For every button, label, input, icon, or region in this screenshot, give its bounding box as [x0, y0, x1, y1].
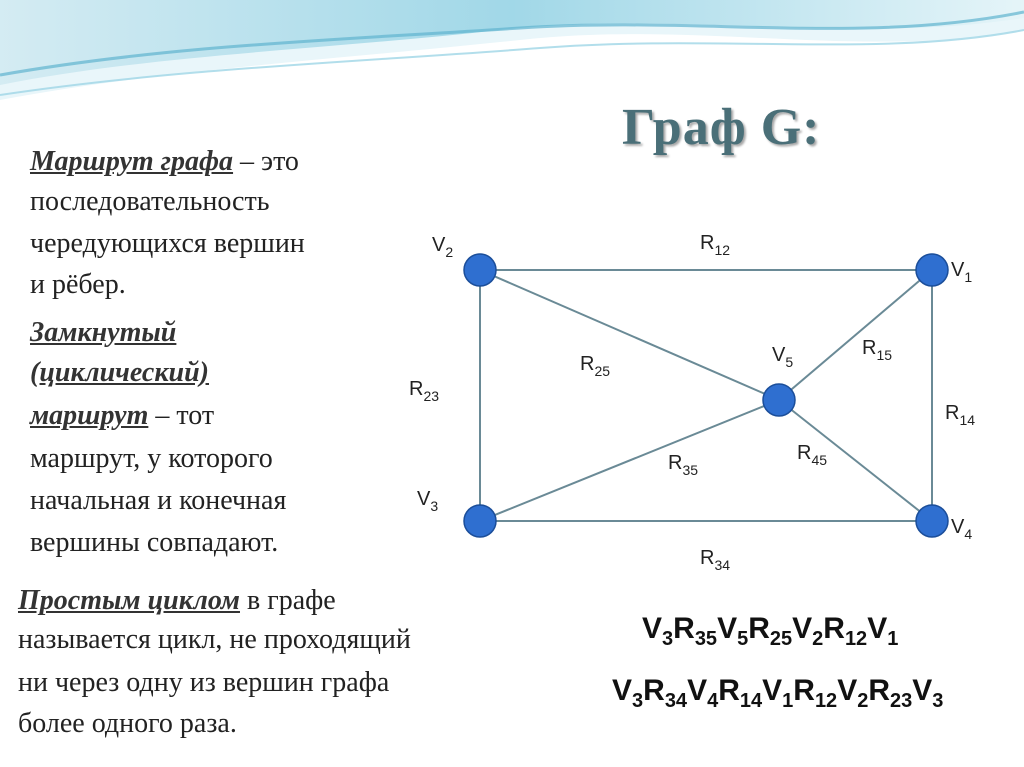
edge-label-r45: $R_{45}$: [797, 442, 828, 468]
route-example-1: [642, 612, 898, 651]
route-token: $R_{35}$: [673, 612, 718, 650]
route-token: $R_{14}$: [718, 674, 763, 712]
closed-route-term-line1: Замкнутый: [30, 317, 177, 348]
closed-route-definition-line3: маршрут – тот: [30, 400, 215, 431]
edge-label-r34: $R_{34}$: [700, 547, 731, 573]
vertex-v5: [763, 384, 795, 416]
vertex-label-v2: $V_2$: [432, 234, 454, 260]
route-definition-line1: Маршрут графа – это: [30, 146, 299, 177]
route-token: $V_3$: [612, 674, 644, 712]
closed-route-term-line2: (циклический): [30, 357, 210, 388]
route-token: $R_{12}$: [793, 674, 838, 712]
route-token: $V_3$: [642, 612, 674, 650]
vertex-v3: [464, 505, 496, 537]
route-definition-line3: чередующихся вершин: [30, 228, 305, 259]
closed-route-definition-line4: маршрут, у которого: [30, 443, 273, 474]
simple-cycle-definition-line2: называется цикл, не проходящий: [18, 624, 411, 655]
edge-label-r14: $R_{14}$: [945, 402, 976, 428]
route-definition-line4: и рёбер.: [30, 269, 126, 300]
route-token: $R_{23}$: [868, 674, 913, 712]
edge-label-r12: $R_{12}$: [700, 232, 731, 258]
route-token: $R_{12}$: [823, 612, 868, 650]
vertex-v4: [916, 505, 948, 537]
edge-r15: [779, 270, 932, 400]
route-token: $V_2$: [837, 674, 869, 712]
vertex-v1: [916, 254, 948, 286]
route-definition-line2: последовательность: [30, 186, 270, 217]
closed-route-definition-line6: вершины совпадают.: [30, 527, 279, 558]
edge-label-r25: $R_{25}$: [580, 353, 611, 379]
edge-label-r23: $R_{23}$: [409, 378, 440, 404]
route-token: $V_1$: [762, 674, 794, 712]
route-token: $V_4$: [687, 674, 719, 712]
route-token: $R_{34}$: [643, 674, 688, 712]
simple-cycle-definition-line3: ни через одну из вершин графа: [18, 667, 390, 698]
edge-r25: [480, 270, 779, 400]
edge-label-r15: $R_{15}$: [862, 337, 893, 363]
vertex-label-v3: $V_3$: [417, 488, 439, 514]
route-token: $V_5$: [717, 612, 749, 650]
route-token: $V_1$: [867, 612, 899, 650]
vertex-label-v1: $V_1$: [951, 259, 973, 285]
simple-cycle-definition-line1: Простым циклом в графе: [18, 585, 336, 616]
closed-route-definition-line5: начальная и конечная: [30, 485, 287, 516]
edge-label-r35: $R_{35}$: [668, 452, 699, 478]
vertex-label-v5: $V_5$: [772, 344, 794, 370]
route-token: $R_{25}$: [748, 612, 793, 650]
route-token: $V_3$: [912, 674, 944, 712]
route-token: $V_2$: [792, 612, 824, 650]
edge-r35: [480, 400, 779, 521]
vertex-label-v4: $V_4$: [951, 516, 973, 542]
vertex-v2: [464, 254, 496, 286]
route-term: Маршрут графа: [30, 146, 234, 177]
slide-title: Граф G:: [622, 99, 821, 156]
simple-cycle-definition-line4: более одного раза.: [18, 708, 237, 739]
route-example-2: [612, 674, 943, 713]
